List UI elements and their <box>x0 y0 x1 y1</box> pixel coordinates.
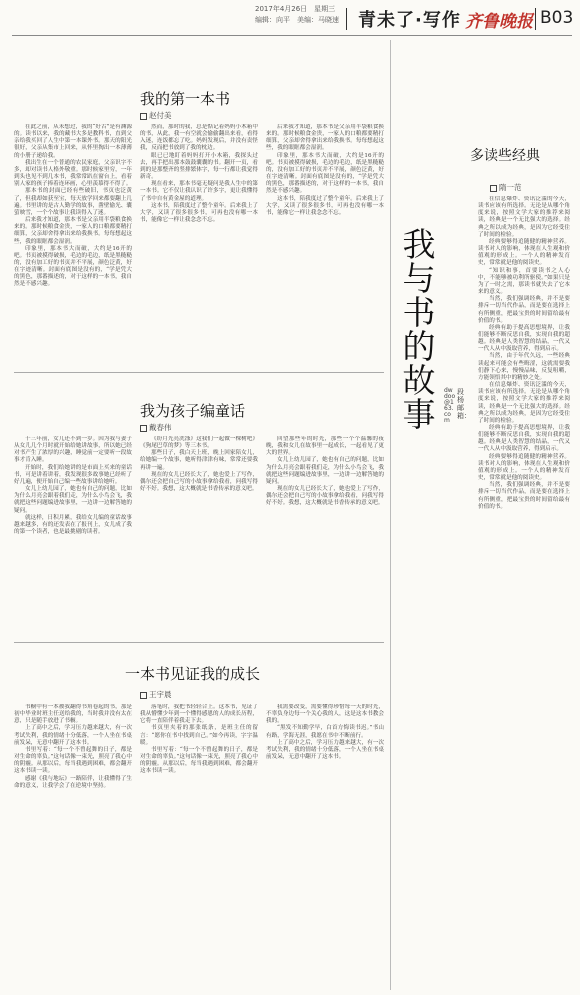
issue-date: 2017年4月26日 星期三 <box>255 5 336 13</box>
paragraph: 上了高中之后，学习压力越来越大，有一次考试失利，我的情绪十分低落，一个人坐在书桌前发呆，无意中翻开了这本书。 <box>266 739 384 761</box>
article-body-growth-book-col2 <box>140 704 258 986</box>
page-header <box>0 0 580 40</box>
paragraph: 上了高中之后，学习压力越来越大，有一次考试失利，我的情绪十分低落，一个人坐在书桌前发呆，无意中翻开了这本书。 <box>14 725 132 746</box>
author-name: 隋一范 <box>499 183 522 192</box>
paragraph: 书橱中有一本被我翻得书角卷起的书，那是初中毕业时班主任送给我的，当时我并没有太在意，只是随手放进了书橱。 <box>14 704 132 725</box>
article-title-first-book: 我的第一本书 <box>140 90 231 108</box>
article-body-mother-book-col1 <box>14 436 132 636</box>
header-divider-2 <box>535 8 536 30</box>
article-body-classics <box>478 196 570 986</box>
paragraph: 现在看来，那本书毫无疑问是我人生中的第一本书。它不仅让我认识了许多字，更让我懂得了书中自有黄金屋的道理。 <box>140 181 258 202</box>
paragraph: 落笔时，我把书轻轻合上。这本书，见证了我从懵懂少年到一个懂得感恩的人的成长历程，它将一直陪伴着我走下去。 <box>140 704 258 725</box>
byline-growth-book <box>140 689 172 700</box>
paragraph: 我出生在一个普通的农民家庭，父亲识字不多，却对读书人格外敬重。那时候家里穷，一年到头也见不到几本书，我常常趴在窗台上，看着别人家的孩子捧着连环画，心里羡慕得不得了。 <box>14 159 132 188</box>
paragraph: 在信息爆炸、资讯泛滥的今天，读书应该有所选择。无论是从哪个角度来说，按照文学大家的推荐来阅读，经典是一个无比强大的选择。经典之所以成为经典，是因为它经受住了时间的检验。 <box>478 196 570 238</box>
paragraph: 印象里，那本书大而破，大约是16开的吧。书页被摸得破损，毛边的毛边，纸是黑糙糙的，没有加工好的书页并不平展，颜色泛黄，好在字迹清晰。封面有底图是没有的，“学是凭大的黑色，那番描述的，对于这样的一本书，我自然是不感兴趣。 <box>266 152 384 195</box>
author-name: 戴春伟 <box>149 423 172 432</box>
paragraph: 《纷月光亮洗涤》这我们一起做一棵树吧》《狗尾巴草的梦》等三本书。 <box>140 436 258 450</box>
paragraph: 当然，由于年代久远，一些经典读起来可能会有些晦涩，这就需要我们静下心来，慢慢品味，反复咀嚼，方能领悟其中的精妙之处。 <box>478 353 570 381</box>
paragraph: 十三年前，女儿还不到一岁。因为我与妻子从女儿几个月时就开始给她讲故事，所以她已经对书产生了浓厚的兴趣，睡觉前一定要听一段故事才肯入睡。 <box>14 436 132 464</box>
editor-credit: 编辑：向平 美编：马晓速 <box>255 16 339 24</box>
feature-editor: 段杨 邮箱： <box>457 388 471 420</box>
paragraph: 回望那些年的时光，那些一个个温馨的夜晚，我和女儿在故事里一起成长，一起看见了更大的世界。 <box>266 436 384 457</box>
page-number: B03 <box>540 8 574 28</box>
paragraph: 在此之前，从未想过，我的“好古”是有渊源的。读书以来，我的藏书大多是教科书，直到父亲给我买回了人生中第一本课外书。那天的阳光很好，父亲从集市上回来，从怀里掏出一本薄薄的小册子递给我。 <box>14 124 132 159</box>
paragraph: 开始时，我们给她讲的是市面上买来的童话书，可是讲着讲着，我发现很多故事她已经听了好几遍，便开始自己编一些故事讲给她听。 <box>14 464 132 485</box>
feature-email: dwdoo@163.com <box>444 387 456 424</box>
article-title-growth-book: 一本书见证我的成长 <box>125 665 261 683</box>
byline-first-book <box>140 110 172 121</box>
paragraph: 女儿上幼儿园了，她也有自己的问题，比如为什么月亮会跟着我们走，为什么小鸟会飞，我就把这些问题编进故事里，一边讲一边解答她的疑问。 <box>14 486 132 514</box>
paragraph: 在信息爆炸、资讯泛滥的今天，读书应该有所选择。无论是从哪个角度来说，按照文学大家的推荐来阅读，经典是一个无比强大的选择。经典之所以成为经典，是因为它经受住了时间的检验。 <box>478 382 570 424</box>
article-body-first-book-col3 <box>266 124 384 366</box>
section-title: 青未了·写作 <box>358 10 461 31</box>
paragraph: 那本书的封面已经有些破旧，书页也泛黄了，但我却如获至宝，每天放学回来都要翻上几遍。书里讲的是古人勤学的故事，凿壁偷光、囊萤映雪，一个个故事让我读得入了迷。 <box>14 188 132 216</box>
paragraph: 这本书，陪我度过了整个童年。后来我上了大学，又读了很多很多书，可再也没有哪一本书，能像它一样让我念念不忘。 <box>140 202 258 224</box>
byline-mother-book <box>140 422 172 433</box>
section-divider <box>14 642 384 643</box>
paragraph: 就这样，日积月累，我给女儿编的童话故事越来越多，有的还发表在了报刊上，女儿成了我的第一个读者，也是最挑剔的读者。 <box>14 514 132 536</box>
paragraph: 经典要够得追随健的精神营养。读书对人的影响，体现在人生观和价值观的形成上。一个人的精神发育史，常常就是他的阅读史。 <box>478 238 570 267</box>
article-title-classics: 多读些经典 <box>470 148 540 164</box>
author-name: 赵付美 <box>149 111 172 120</box>
paragraph: 后来我才知道，那本书是父亲用半袋粮食换来的。那时候粮食金贵，一家人的口粮都要精打细算，父亲却舍得拿出来给我换书。每每想起这些，我的眼眶都会湿润。 <box>266 124 384 152</box>
column-divider <box>390 40 391 990</box>
article-body-growth-book-col3 <box>266 704 384 986</box>
paragraph: 眼已已地盯着妈妈打开小木箱，我探头过去，再手把出那本鼓鼓囊囊的书。翻开一页，看到的是那整齐的竖排繁体字，每一行都让我觉得新奇。 <box>140 152 258 181</box>
paragraph: 当然，我们强调经典，并不是要排斥一切当代作品，而是要在选择上有所侧重，把最宝贵的时间留给最有价值的书。 <box>478 296 570 324</box>
paragraph: 女儿上幼儿园了，她也有自己的问题，比如为什么月亮会跟着我们走，为什么小鸟会飞，我就把这些问题编进故事里，一边讲一边解答她的疑问。 <box>266 457 384 485</box>
article-body-growth-book-col1 <box>14 704 132 986</box>
feature-title: 我与书的故事 <box>402 225 436 434</box>
newspaper-logo: 齐鲁晚报 <box>465 12 533 32</box>
paragraph: “知识和事，首要读书之人心中，不能够被功利所驱使。”如果只是为了一时之需，那读书就失去了它本来的意义。 <box>478 267 570 296</box>
article-body-first-book-col2 <box>140 124 258 366</box>
paragraph: 我需要改变，需要懂得珍惜每一天的时光，不辜负身边每一个关心我的人，这是这本书教会我的。 <box>266 704 384 725</box>
paragraph: 书里写着：“每一个不曾起舞的日子，都是对生命的辜负。”这句话像一束光，照亮了我心中的阴霾。从那以后，每当我遇到困难，都会翻开这本书读一读。 <box>14 746 132 775</box>
paragraph: 感谢《我与地坛》一路陪伴，让我懂得了生命的意义，让我学会了在逆境中坚持。 <box>14 775 132 789</box>
paragraph: 书页里夹着的那张纸条，是班主任的留言：“愿你在书中找到自己。”如今再读，字字温暖。 <box>140 725 258 746</box>
paragraph: 经典要够得追随健的精神营养。读书对人的影响，体现在人生观和价值观的形成上。一个人的精神发育史，常常就是他的阅读史。 <box>478 453 570 482</box>
paragraph: 当然，我们强调经典，并不是要排斥一切当代作品，而是要在选择上有所侧重，把最宝贵的时间留给最有价值的书。 <box>478 482 570 510</box>
article-title-mother-book: 我为孩子编童话 <box>140 402 246 420</box>
paragraph: 这本书，陪我度过了整个童年。后来我上了大学，又读了很多很多书，可再也没有哪一本书，能像它一样让我念念不忘。 <box>266 195 384 216</box>
paragraph: 现在的女儿已经长大了，她也爱上了写作，偶尔还会把自己写的小故事拿给我看，问我写得好不好。我想，这大概就是书香传承的意义吧。 <box>266 486 384 507</box>
byline-classics <box>490 182 522 193</box>
article-body-mother-book-col2 <box>140 436 258 636</box>
paragraph: 印象里，那本书大而破，大约是16开的吧。书页被摸得破损，毛边的毛边，纸是黑糙糙的，没有加工好的书页并不平展，颜色泛黄，好在字迹清晰。封面有底图是没有的，“学是凭大的黑色，那番描述的，对于这样的一本书，我自然是不感兴趣。 <box>14 245 132 288</box>
paragraph: 经典有助于提高思想境界，让我们能够不断反思自我，实现自我的超越。经典是人类智慧的结晶，一代又一代人从中汲取营养，得到启示。 <box>478 425 570 453</box>
paragraph: 书里写着：“每一个不曾起舞的日子，都是对生命的辜负。”这句话像一束光，照亮了我心中的阴霾。从那以后，每当我遇到困难，都会翻开这本书读一读。 <box>140 746 258 775</box>
issue-meta <box>255 4 339 26</box>
paragraph: 那些日子，我白天上班，晚上回家陪女儿，给她编一个故事，她听得津津有味，常常还要我再讲一遍。 <box>140 450 258 471</box>
paragraph: 然而，那时的我，总是惦记着妈妈小木箱中的书，从此，我一有空就会偷偷翻出来看，看得入迷，连饭都忘了吃。妈妈发现后，并没有责怪我，反而把书放到了我的枕边。 <box>140 124 258 152</box>
section-divider <box>14 372 384 373</box>
author-name: 王宇晨 <box>149 690 172 699</box>
header-divider <box>346 8 347 30</box>
article-body-mother-book-col3 <box>266 436 384 636</box>
paragraph: “黑发不知勤学早，白首方悔读书迟。”书山有路，学海无涯，我愿在书中不断前行。 <box>266 725 384 739</box>
paragraph: 经典有助于提高思想境界，让我们能够不断反思自我，实现自我的超越。经典是人类智慧的结晶，一代又一代人从中汲取营养，得到启示。 <box>478 324 570 353</box>
header-rule <box>12 35 572 36</box>
article-body-first-book-col1 <box>14 124 132 366</box>
paragraph: 现在的女儿已经长大了，她也爱上了写作，偶尔还会把自己写的小故事拿给我看，问我写得好不好。我想，这大概就是书香传承的意义吧。 <box>140 471 258 493</box>
paragraph: 后来我才知道，那本书是父亲用半袋粮食换来的。那时候粮食金贵，一家人的口粮都要精打细算，父亲却舍得拿出来给我换书。每每想起这些，我的眼眶都会湿润。 <box>14 217 132 245</box>
